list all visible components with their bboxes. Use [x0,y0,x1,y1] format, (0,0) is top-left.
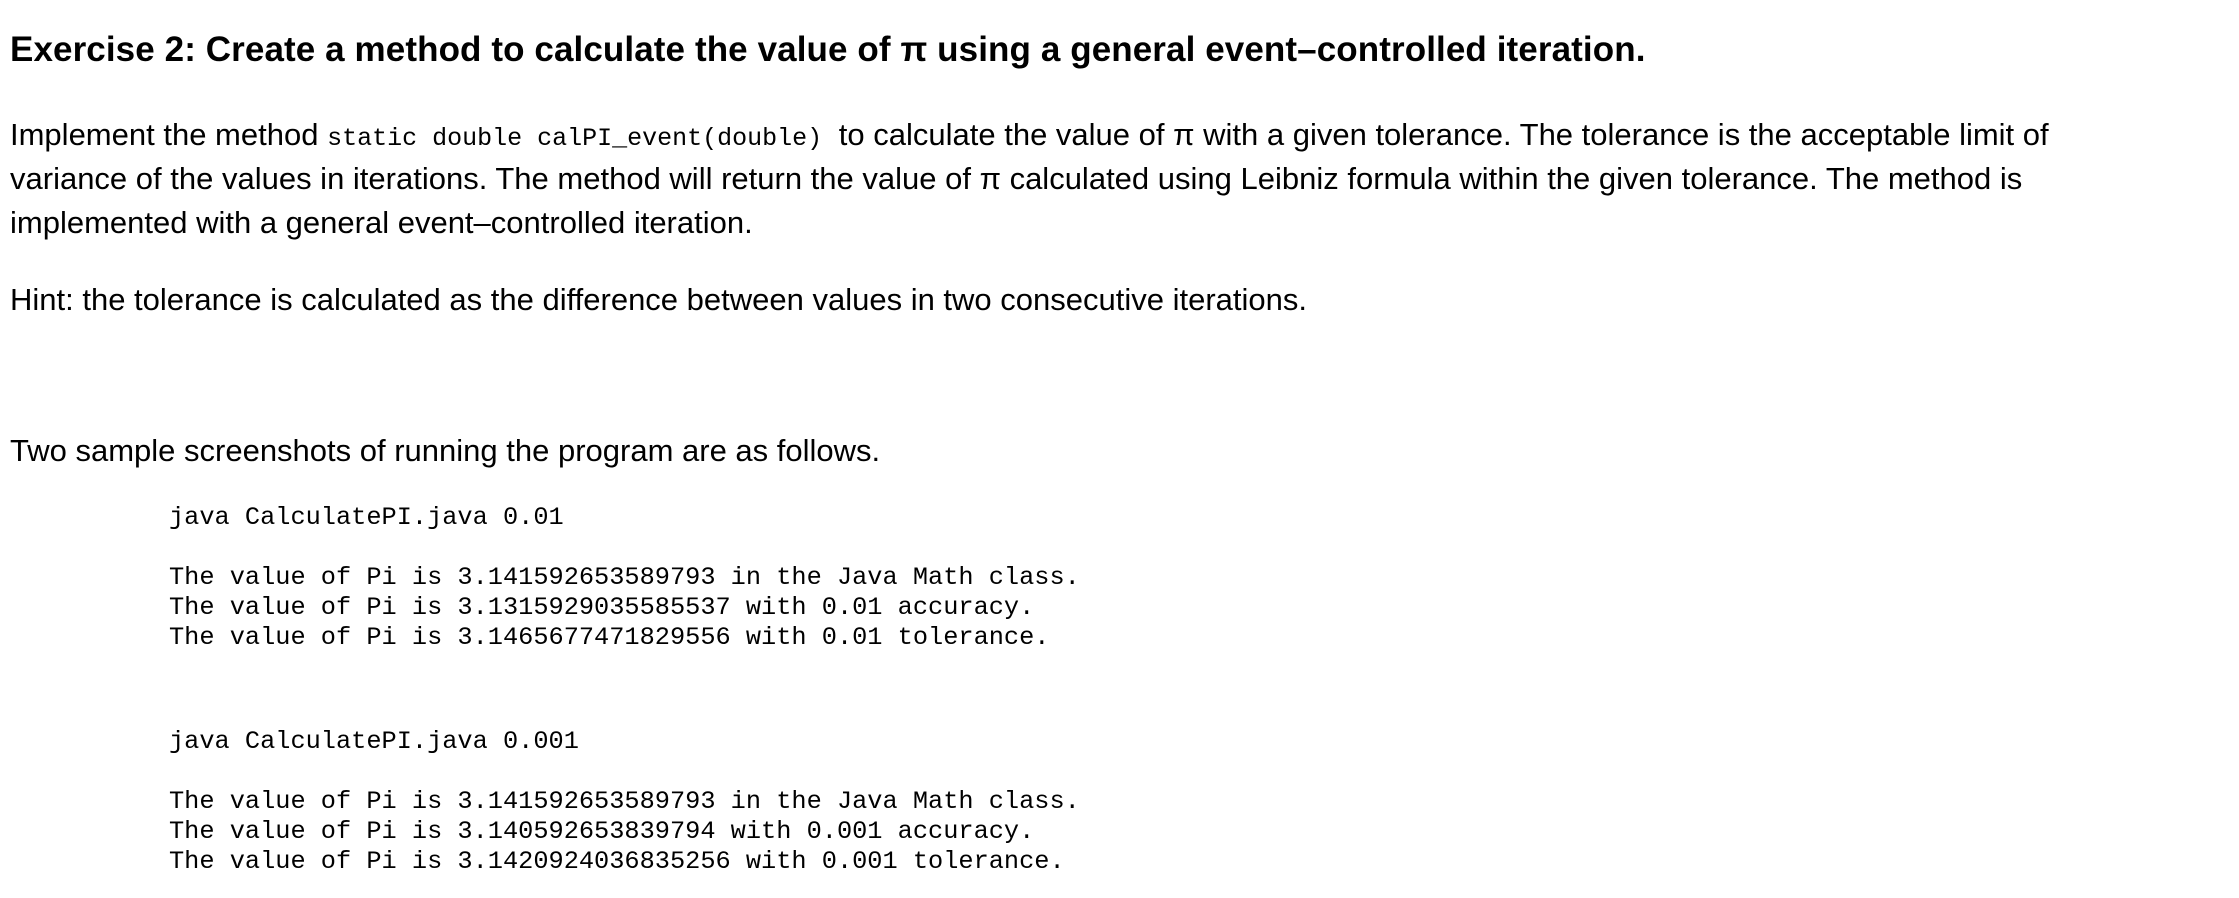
sample-command: java CalculatePI.java 0.001 [169,727,579,756]
console-blank-line [169,533,1080,563]
intro-paragraph-line-3: implemented with a general event–controlled iteration. [10,205,753,240]
sample-output-line: The value of Pi is 3.1315929035585537 with 0.01 accuracy. [169,593,1035,622]
sample-output-line: The value of Pi is 3.1420924036835256 with 0.001 tolerance. [169,847,1065,876]
sample-command: java CalculatePI.java 0.01 [169,503,564,532]
intro-paragraph-line-2: variance of the values in iterations. The method will return the value of π calculated using Leibniz formula within the given tolerance. The method is [10,161,2023,196]
intro-paragraph-line-1 [10,113,2049,161]
samples-intro: Two sample screenshots of running the program are as follows. [10,433,881,468]
intro-text-before: Implement the method [10,117,319,152]
sample-output-line: The value of Pi is 3.1465677471829556 with 0.01 tolerance. [169,623,1050,652]
sample-output-line: The value of Pi is 3.140592653839794 with 0.001 accuracy. [169,817,1035,846]
intro-text-after: to calculate the value of π with a given tolerance. The tolerance is the acceptable limit of [838,117,2049,152]
console-blank-line [169,757,1080,787]
sample-console-2 [169,727,1080,877]
method-signature-code: static double calPI_event(double) [327,124,823,153]
hint-paragraph: Hint: the tolerance is calculated as the difference between values in two consecutive iterations. [10,282,1308,317]
sample-output-line: The value of Pi is 3.141592653589793 in the Java Math class. [169,563,1080,592]
sample-output-line: The value of Pi is 3.141592653589793 in the Java Math class. [169,787,1080,816]
exercise-title: Exercise 2: Create a method to calculate the value of π using a general event–controlled iteration. [10,30,1646,69]
sample-console-1 [169,503,1080,653]
